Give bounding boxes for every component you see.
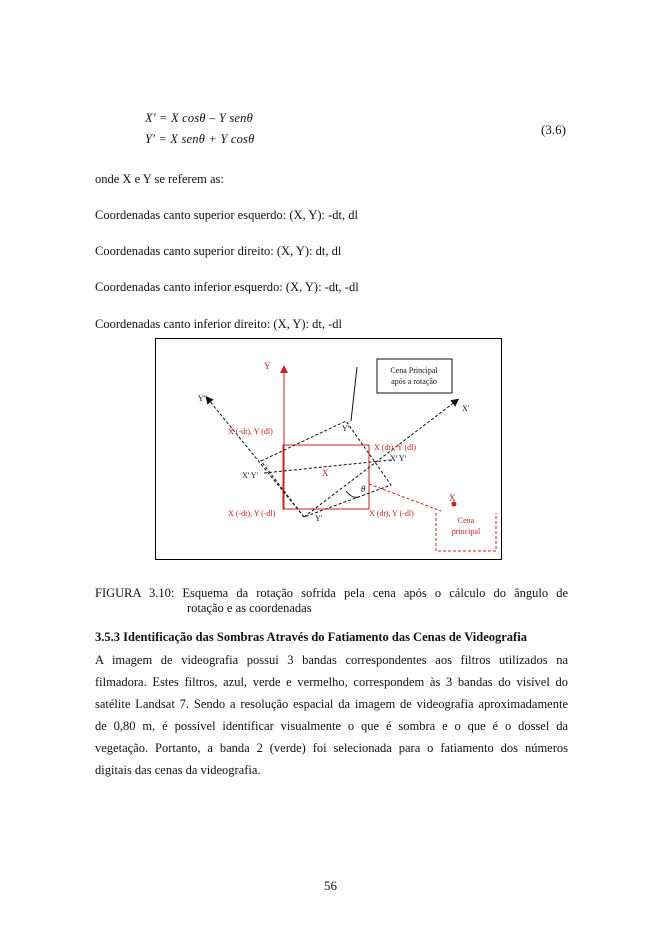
caption-line-2: rotação e as coordenadas (187, 601, 312, 615)
figure-rotation-diagram (155, 338, 502, 560)
equation-line-1: X' = X cosθ – Y senθ (145, 111, 253, 125)
label-y-rot: Y' (198, 394, 206, 403)
coord-upper-left: Coordenadas canto superior esquerdo: (X, Y): -dt, dl (95, 208, 359, 222)
label-x: X (449, 493, 456, 503)
pointer-rotated (351, 367, 357, 421)
paragraph-line: filmadora. Estes filtros, azul, verde e vermelho, correspondem às 3 bandas do visível do (95, 675, 568, 689)
body-paragraph (95, 649, 568, 781)
x-rot-axis (304, 401, 456, 517)
theta-arc (346, 491, 359, 497)
paragraph-line: satélite Landsat 7. Sendo a resolução espacial da imagem de videografia aproximadamente (95, 697, 568, 711)
center-x: X (322, 468, 329, 478)
caption-line-1: FIGURA 3.10: Esquema da rotação sofrida pela cena após o cálculo do ângulo de (95, 586, 568, 600)
rotation-diagram-svg (156, 339, 501, 559)
section-title: 3.5.3 Identificação das Sombras Através do Fatiamento das Cenas de Videografia (95, 630, 527, 644)
rotated-label-line2: após a rotação (391, 377, 437, 386)
paragraph-line: digitais das cenas da videografia. (95, 763, 261, 777)
xy-label-right: X' Y' (390, 454, 407, 463)
paragraph-line: A imagem de videografia possui 3 bandas correspondentes aos filtros utilizados na (95, 653, 568, 667)
figure-caption (95, 586, 568, 616)
x-dashed-line (369, 484, 441, 511)
coord-upper-right: Coordenadas canto superior direito: (X, Y): dt, dl (95, 244, 342, 258)
corner-lower-left: X (-dt), Y (-dl) (228, 509, 276, 518)
y-rot-axis (208, 399, 304, 517)
page-number: 56 (324, 878, 337, 893)
corner-upper-left: X (-dt), Y (dl) (228, 427, 273, 436)
label-x-rot: X' (462, 404, 470, 413)
rotated-label-line1: Cena Principal (390, 366, 438, 375)
xy-label-left: X' Y' (242, 471, 259, 480)
y-rot-bottom: Y' (315, 514, 323, 523)
y-rot-top: Y' (342, 424, 350, 433)
main-label-line2: principal (451, 527, 481, 536)
theta-label: θ (361, 484, 366, 494)
paragraph-line: vegetação. Portanto, a banda 2 (verde) foi selecionada para o fatiamento dos números (95, 741, 568, 755)
coord-lower-right: Coordenadas canto inferior direito: (X, Y): dt, -dl (95, 317, 343, 331)
corner-lower-right: X (dt), Y (-dl) (369, 509, 414, 518)
intro-text: onde X e Y se referem as: (95, 172, 224, 186)
paragraph-line: de 0,80 m, é possível identificar visualmente o que é sombra e o que é o dossel da (95, 719, 568, 733)
main-label-line1: Cena (457, 516, 475, 525)
label-y: Y (264, 361, 271, 371)
corner-upper-right: X (dt), Y (dl) (374, 443, 417, 452)
coord-lower-left: Coordenadas canto inferior esquerdo: (X, Y): -dt, -dl (95, 280, 359, 294)
equation-number: (3.6) (541, 122, 566, 137)
equation-line-2: Y' = X senθ + Y cosθ (145, 132, 255, 146)
rotated-label-box (377, 359, 452, 393)
